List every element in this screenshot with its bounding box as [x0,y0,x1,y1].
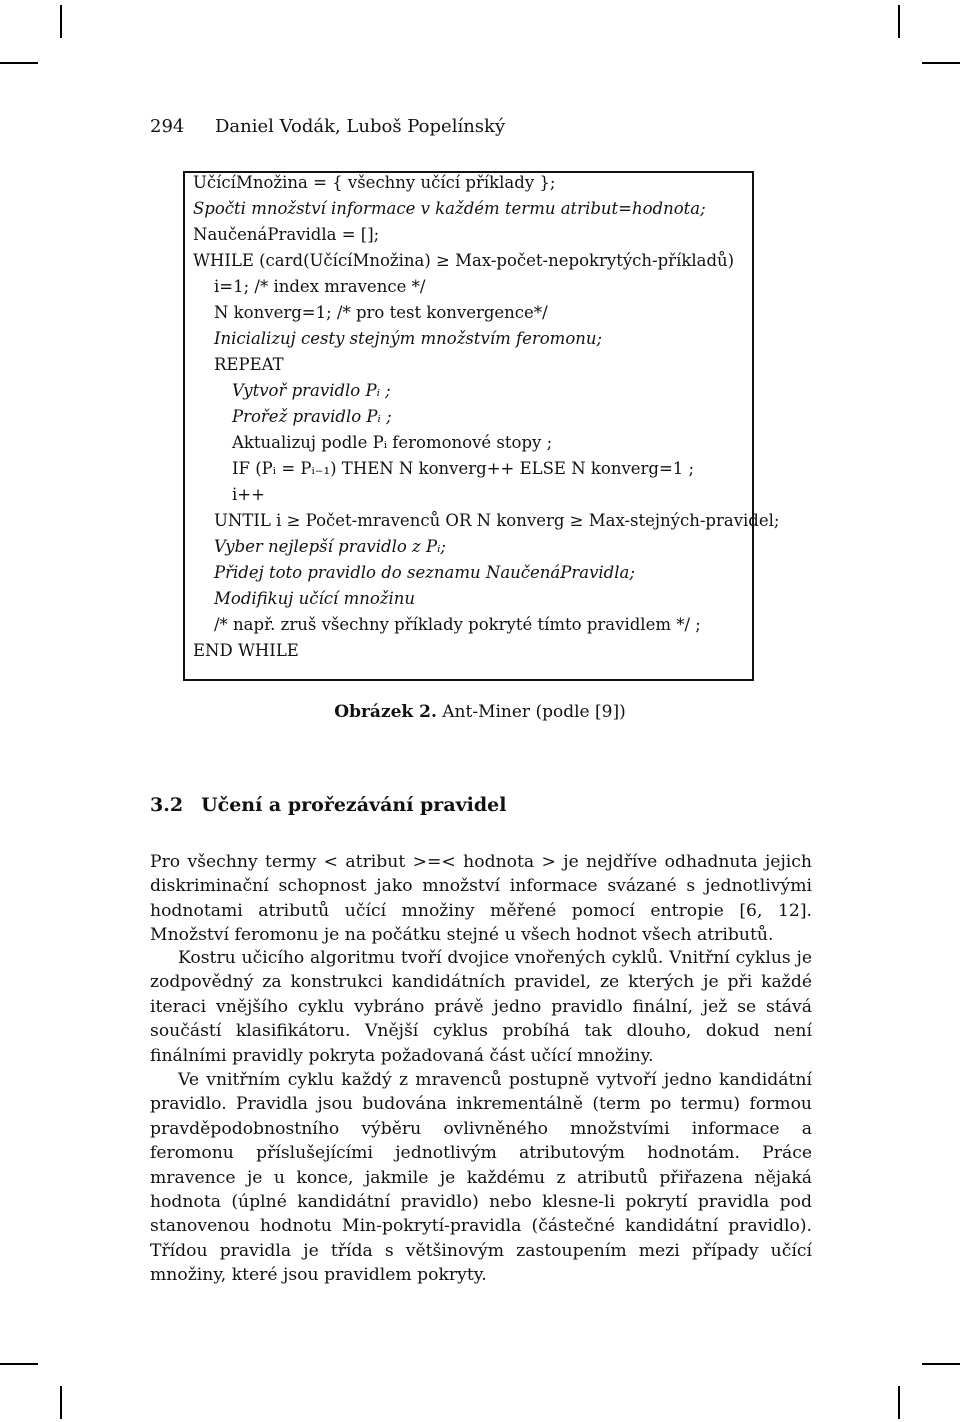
algorithm-line: WHILE (card(UčícíMnožina) ≥ Max-počet-nepokrytých-příkladů) [193,251,735,270]
figure-caption-text: Ant-Miner (podle [9]) [442,702,626,722]
crop-mark [0,62,38,64]
section-number: 3.2 [150,794,184,816]
section-heading [150,794,506,816]
paragraph-text: Kostru učicího algoritmu tvoří dvojice vnořených cyklů. Vnitřní cyklus je zodpovědný za konstrukci kandidátních pravidel, ze kterých je při každé iteraci vnějšího cyklu vybráno právě jedno pravidlo finální, jež se stává součástí klasifikátoru. Vnější cyklus probíhá tak dlouho, dokud není finálními pravidly pokryta požadovaná část učící množiny. [150,948,812,1066]
algorithm-line: REPEAT [214,355,284,374]
algorithm-line: Spočti množství informace v každém termu atribut=hodnota; [193,199,706,218]
crop-mark [60,1386,62,1419]
algorithm-line: /* např. zruš všechny příklady pokryté tímto pravidlem */ ; [214,615,701,634]
algorithm-line: Prořež pravidlo Pᵢ ; [232,407,392,426]
crop-mark [898,1386,900,1419]
algorithm-line: Vyber nejlepší pravidlo z Pᵢ; [214,537,446,556]
figure-label: Obrázek 2. [334,702,437,722]
paragraph-text: Ve vnitřním cyklu každý z mravenců postupně vytvoří jedno kandidátní pravidlo. Pravidla jsou budována inkrementálně (term po termu) formou pravděpodobnostního výběru ovlivněného množstvími informace a feromonu příslušejícími jednotlivým atributovým hodnotám. Práce mravence je u konce, jakmile je každému z atributů přiřazena nějaká hodnota (úplné kandidátní pravidlo) nebo klesne-li pokrytí pravidla pod stanovenou hodnotu Min-pokrytí-pravidla (částečné kandidátní pravidlo). Třídou pravidla je třída s většinovým zastoupením mezi případy učící množiny, které jsou pravidlem pokryty. [150,1070,812,1286]
body-paragraph [150,946,812,1068]
body-paragraph [150,1068,812,1288]
algorithm-line: UNTIL i ≥ Počet-mravenců OR N konverg ≥ Max-stejných-pravidel; [214,511,780,530]
algorithm-line: NaučenáPravidla = []; [193,225,380,244]
paragraph-text: Pro všechny termy < atribut >=< hodnota > je nejdříve odhadnuta jejich diskriminační schopnost jako množství informace svázané s jednotlivými hodnotami atributů učící množiny měřené pomocí entropie [6, 12]. Množství feromonu je na počátku stejné u všech hodnot všech atributů. [150,852,812,946]
algorithm-line: N konverg=1; /* pro test konvergence*/ [214,303,548,322]
crop-mark [922,1363,960,1365]
algorithm-line: Vytvoř pravidlo Pᵢ ; [232,381,391,400]
section-title: Učení a prořezávání pravidel [201,794,507,816]
crop-mark [0,1363,38,1365]
crop-mark [922,62,960,64]
algorithm-line: IF (Pᵢ = Pᵢ₋₁) THEN N konverg++ ELSE N konverg=1 ; [232,459,695,478]
algorithm-line: i++ [232,485,265,504]
algorithm-line: END WHILE [193,641,299,660]
crop-mark [60,5,62,38]
algorithm-line: Přidej toto pravidlo do seznamu NaučenáPravidla; [214,563,635,582]
authors: Daniel Vodák, Luboš Popelínský [215,116,506,137]
page-number: 294 [150,116,185,137]
crop-mark [898,5,900,38]
algorithm-line: Modifikuj učící množinu [214,589,415,608]
algorithm-line: UčícíMnožina = { všechny učící příklady }; [193,173,556,192]
figure-caption [0,702,960,722]
algorithm-line: Aktualizuj podle Pᵢ feromonové stopy ; [232,433,553,452]
algorithm-line: i=1; /* index mravence */ [214,277,426,296]
algorithm-line: Inicializuj cesty stejným množstvím feromonu; [214,329,603,348]
body-paragraph [150,850,812,948]
